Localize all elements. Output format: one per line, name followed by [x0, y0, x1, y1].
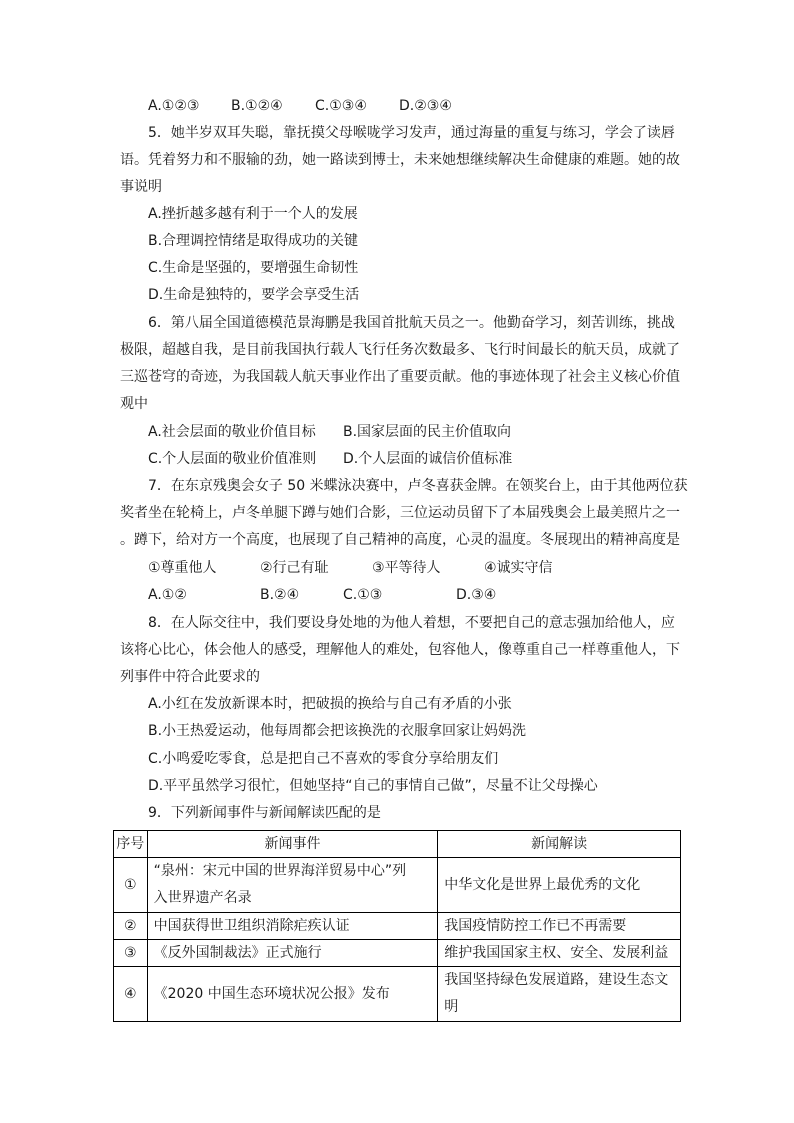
row-number: ①	[114, 858, 148, 913]
q4-option-d: D.②③④	[399, 98, 452, 114]
header-number: 序号	[114, 831, 148, 858]
row-event: 中国获得世卫组织消除疟疾认证	[147, 913, 438, 940]
q7-item-3: ③平等待人	[372, 560, 441, 576]
q5-option-d: D.生命是独特的，要学会享受生活	[148, 287, 360, 303]
q8-option-c: C.小鸣爱吃零食，总是把自己不喜欢的零食分享给朋友们	[148, 751, 499, 767]
row-number: ③	[114, 940, 148, 967]
row-interpretation-line: 明	[444, 999, 459, 1015]
q5-option-c: C.生命是坚强的，要增强生命韧性	[148, 260, 359, 276]
q5-stem-line-3: 事说明	[120, 179, 162, 195]
row-interpretation	[438, 967, 681, 1022]
q4-option-c: C.①③④	[315, 98, 367, 114]
row-interpretation-line: 我国坚持绿色发展道路，建设生态文	[444, 972, 669, 988]
q9-stem: 9．下列新闻事件与新闻解读匹配的是	[148, 805, 381, 821]
q5-stem-line-2: 语。凭着努力和不服输的劲，她一路读到博士，未来她想继续解决生命健康的难题。她的故	[120, 152, 680, 168]
q7-option-a: A.①②	[148, 587, 187, 603]
row-event	[147, 858, 438, 913]
q6-option-c: C.个人层面的敬业价值准则	[148, 451, 317, 467]
q7-stem-line-3: 。蹲下，给对方一个高度，也展现了自己精神的高度，心灵的温度。冬展现出的精神高度是	[120, 532, 680, 548]
header-interpretation: 新闻解读	[438, 831, 681, 858]
q8-option-a: A.小红在发放新课本时，把破损的换给与自己有矛盾的小张	[148, 696, 512, 712]
q7-item-4: ④诚实守信	[484, 560, 553, 576]
q7-item-2: ②行己有耻	[260, 560, 329, 576]
row-interpretation: 维护我国国家主权、安全、发展利益	[438, 940, 681, 967]
q6-option-a: A.社会层面的敬业价值目标	[148, 424, 316, 440]
row-number: ④	[114, 967, 148, 1022]
row-interpretation: 我国疫情防控工作已不再需要	[438, 913, 681, 940]
q7-stem-line-2: 奖者坐在轮椅上，卢冬单腿下蹲与她们合影，三位运动员留下了本届残奥会上最美照片之一	[120, 505, 680, 521]
q7-option-d: D.③④	[456, 587, 497, 603]
q6-stem-line-3: 三巡苍穹的奇迹，为我国载人航天事业作出了重要贡献。他的事迹体现了社会主义核心价值	[120, 369, 680, 385]
row-event-line: “泉州：宋元中国的世界海洋贸易中心”列	[153, 863, 407, 879]
row-event: 《反外国制裁法》正式施行	[147, 940, 438, 967]
table-header-row	[114, 831, 681, 858]
q5-option-a: A.挫折越多越有利于一个人的发展	[148, 206, 358, 222]
table-row	[114, 858, 681, 913]
row-number: ②	[114, 913, 148, 940]
q7-item-1: ①尊重他人	[148, 560, 217, 576]
row-interpretation: 中华文化是世界上最优秀的文化	[438, 858, 681, 913]
q6-option-b: B.国家层面的民主价值取向	[343, 424, 512, 440]
table-row	[114, 940, 681, 967]
table-row	[114, 913, 681, 940]
q7-option-b: B.②④	[260, 587, 300, 603]
header-event: 新闻事件	[147, 831, 438, 858]
q8-option-d: D.平平虽然学习很忙，但她坚持“自己的事情自己做”，尽量不让父母操心	[148, 778, 598, 794]
table-row	[114, 967, 681, 1022]
q4-option-b: B.①②④	[231, 98, 283, 114]
news-table	[113, 830, 681, 1022]
q8-stem-line-3: 列事件中符合此要求的	[120, 669, 260, 685]
q5-stem-line-1: 5．她半岁双耳失聪，靠抚摸父母喉咙学习发声，通过海量的重复与练习，学会了读唇	[148, 125, 675, 141]
q8-stem-line-2: 该将心比心，体会他人的感受，理解他人的难处，包容他人，像尊重自己一样尊重他人，下	[120, 642, 680, 658]
q6-option-d: D.个人层面的诚信价值标准	[343, 451, 513, 467]
q7-stem-line-1: 7．在东京残奥会女子 50 米蝶泳决赛中，卢冬喜获金牌。在领奖台上，由于其他两位获	[148, 478, 688, 494]
row-event: 《2020 中国生态环境状况公报》发布	[147, 967, 438, 1022]
q5-option-b: B.合理调控情绪是取得成功的关键	[148, 233, 359, 249]
q8-option-b: B.小王热爱运动，他每周都会把该换洗的衣服拿回家让妈妈洗	[148, 723, 527, 739]
q8-stem-line-1: 8．在人际交往中，我们要设身处地的为他人着想，不要把自己的意志强加给他人，应	[148, 615, 675, 631]
q6-stem-line-4: 观中	[120, 396, 148, 412]
q6-stem-line-1: 6．第八届全国道德模范景海鹏是我国首批航天员之一。他勤奋学习，刻苦训练，挑战	[148, 315, 675, 331]
q7-option-c: C.①③	[343, 587, 383, 603]
row-event-line: 入世界遗产名录	[153, 890, 252, 906]
q6-stem-line-2: 极限，超越自我，是目前我国执行载人飞行任务次数最多、飞行时间最长的航天员，成就了	[120, 342, 680, 358]
q4-option-a: A.①②③	[148, 98, 200, 114]
